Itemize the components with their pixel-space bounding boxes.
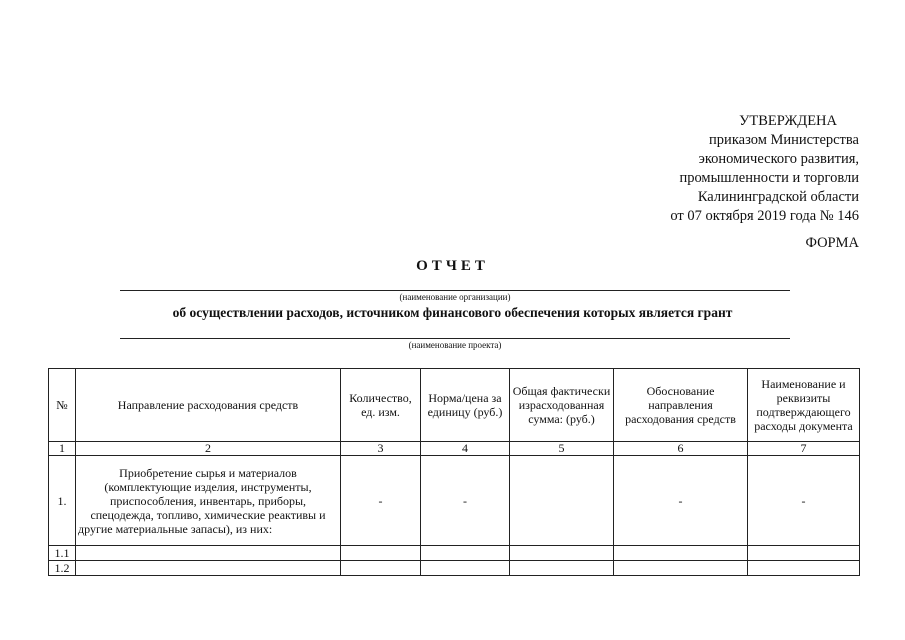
organization-caption: (наименование организации)	[399, 292, 511, 302]
row-quantity	[341, 546, 421, 561]
row-quantity	[341, 561, 421, 576]
column-number: 3	[341, 442, 421, 456]
header-quantity: Количество, ед. изм.	[341, 369, 421, 442]
approval-line: промышленности и торговли	[679, 170, 859, 186]
form-label: ФОРМА	[805, 235, 859, 251]
column-number: 5	[510, 442, 614, 456]
header-document: Наименование и реквизиты подтверждающего расходы документа	[748, 369, 860, 442]
row-price: -	[421, 456, 510, 546]
header-direction: Направление расходования средств	[76, 369, 341, 442]
row-document	[748, 546, 860, 561]
project-line	[120, 338, 790, 339]
table-header-row	[49, 369, 860, 442]
approval-heading: УТВЕРЖДЕНА	[739, 113, 837, 129]
approval-line: приказом Министерства	[709, 132, 859, 148]
column-number-row	[49, 442, 860, 456]
organization-line	[120, 290, 790, 291]
header-price: Норма/цена за единицу (руб.)	[421, 369, 510, 442]
header-justification: Обоснование направления расходования средств	[614, 369, 748, 442]
document-title: ОТЧЕТ	[416, 258, 489, 274]
row-document: -	[748, 456, 860, 546]
row-total	[510, 561, 614, 576]
row-total	[510, 456, 614, 546]
approval-line: от 07 октября 2019 года № 146	[670, 208, 859, 224]
row-direction	[76, 561, 341, 576]
column-number: 4	[421, 442, 510, 456]
approval-block	[670, 112, 859, 226]
row-quantity: -	[341, 456, 421, 546]
header-number: №	[49, 369, 76, 442]
table-row	[49, 546, 860, 561]
table-row	[49, 456, 860, 546]
project-caption: (наименование проекта)	[408, 340, 502, 350]
row-number: 1.	[49, 456, 76, 546]
column-number: 1	[49, 442, 76, 456]
column-number: 6	[614, 442, 748, 456]
row-price	[421, 546, 510, 561]
expense-report-table	[48, 368, 860, 576]
table-row	[49, 561, 860, 576]
column-number: 2	[76, 442, 341, 456]
row-price	[421, 561, 510, 576]
row-total	[510, 546, 614, 561]
row-number: 1.2	[49, 561, 76, 576]
row-justification	[614, 546, 748, 561]
row-justification: -	[614, 456, 748, 546]
header-total: Общая фактически израсходованная сумма: (руб.)	[510, 369, 614, 442]
document-subtitle: об осуществлении расходов, источником финансового обеспечения которых является грант	[172, 305, 733, 320]
approval-line: экономического развития,	[698, 151, 859, 167]
row-direction	[76, 546, 341, 561]
row-justification	[614, 561, 748, 576]
row-number: 1.1	[49, 546, 76, 561]
row-direction: Приобретение сырья и материалов (комплектующие изделия, инструменты, приспособления, инвентарь, приборы, спецодежда, топливо, химические реактивы и другие материальные запасы), из них:	[76, 456, 341, 546]
approval-line: Калининградской области	[697, 189, 859, 205]
row-document	[748, 561, 860, 576]
column-number: 7	[748, 442, 860, 456]
